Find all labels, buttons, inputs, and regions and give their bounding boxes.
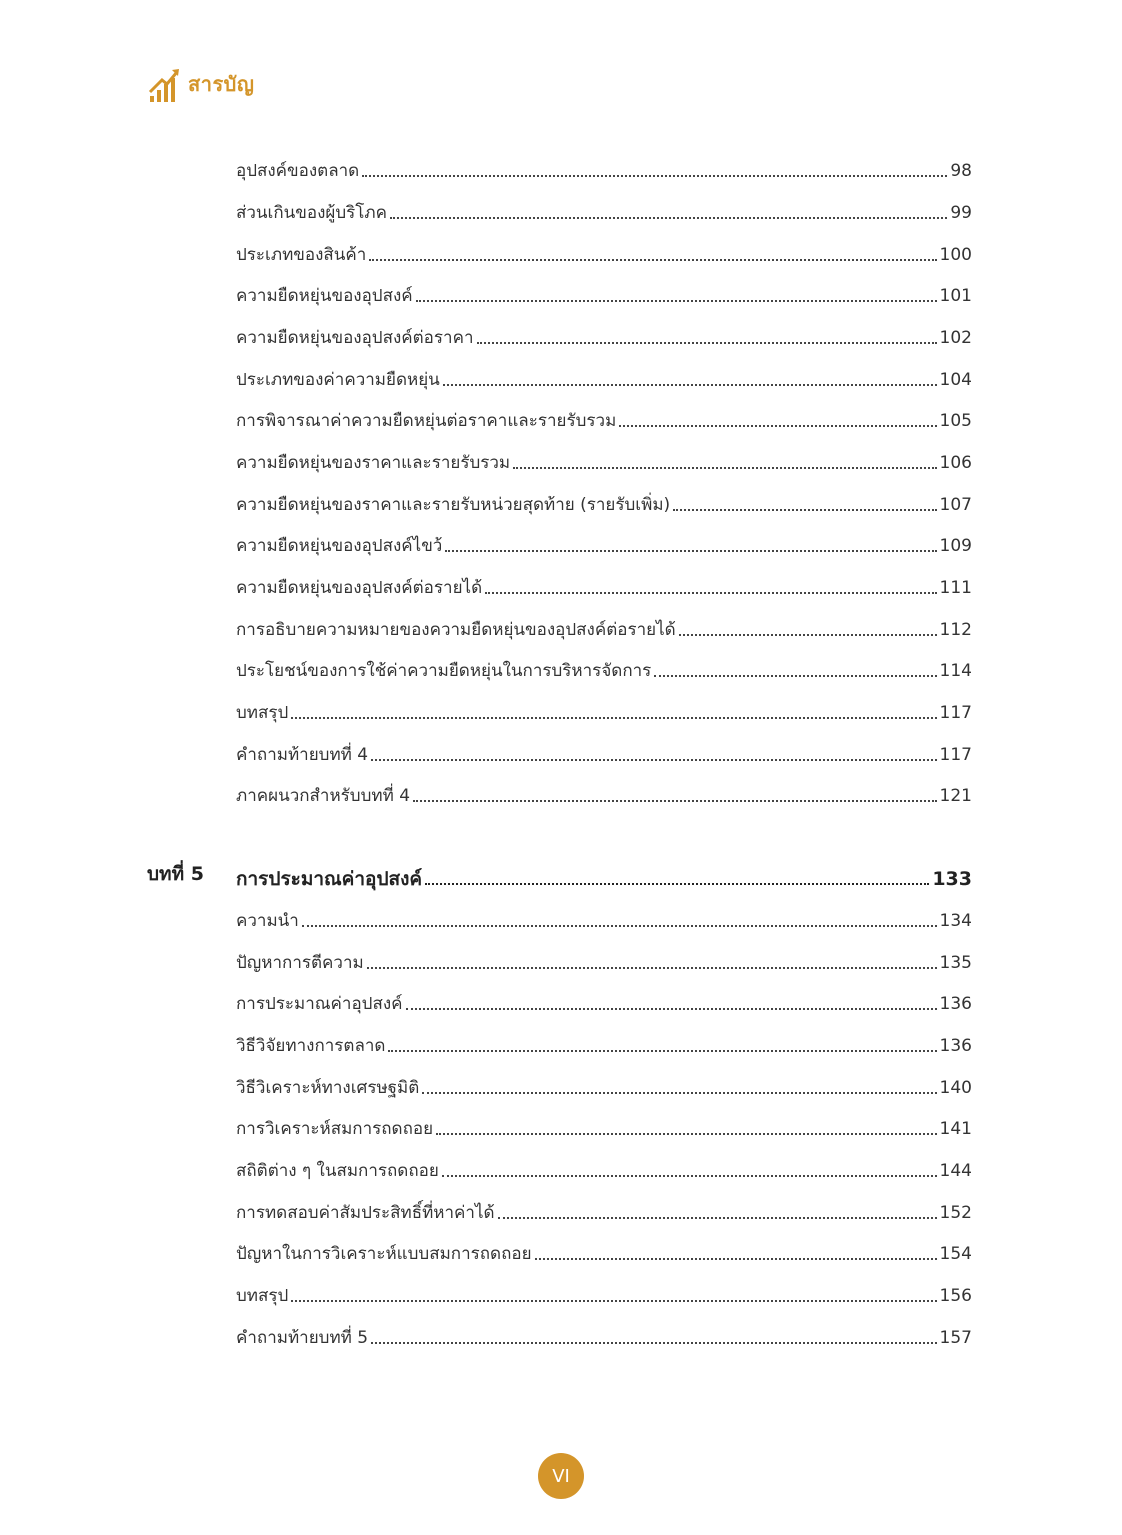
toc-entry-page: 154: [939, 1244, 972, 1264]
toc-entry-title: ประเภทของค่าความยืดหยุ่น: [236, 370, 440, 390]
dot-leader: [413, 799, 937, 802]
toc-entry-title: ความยืดหยุ่นของราคาและรายรับหน่วยสุดท้าย (รายรับเพิ่ม): [236, 495, 671, 515]
toc-entry[interactable]: [236, 981, 972, 1015]
toc-entry-page: 104: [939, 370, 972, 390]
toc-entry-title: ปัญหาการตีความ: [236, 953, 364, 973]
toc-entry-title: ประโยชน์ของการใช้ค่าความยืดหยุ่นในการบริหารจัดการ: [236, 661, 652, 681]
dot-leader: [371, 1341, 936, 1344]
toc-entry-page: 141: [939, 1119, 972, 1139]
toc-entry-title: ปัญหาในการวิเคราะห์แบบสมการถดถอย: [236, 1244, 532, 1264]
page-number-badge: VI: [538, 1453, 584, 1499]
toc-entry-page: 101: [939, 286, 972, 306]
toc-entry-page: 157: [939, 1328, 972, 1348]
dot-leader: [673, 508, 936, 511]
toc-entry-title: ความยืดหยุ่นของอุปสงค์: [236, 286, 413, 306]
dot-leader: [406, 1007, 937, 1010]
chapter-label: บทที่ 5: [147, 863, 204, 885]
toc-entry-title: การทดสอบค่าสัมประสิทธิ์ที่หาค่าได้: [236, 1203, 495, 1223]
toc-entry[interactable]: [236, 482, 972, 516]
toc-entry[interactable]: [236, 565, 972, 599]
toc-entry-page: 112: [939, 620, 972, 640]
toc-entry-title: ความนำ: [236, 911, 299, 931]
toc-entry[interactable]: [236, 1273, 972, 1307]
toc-entry-page: 117: [939, 703, 972, 723]
dot-leader: [369, 258, 936, 261]
toc-entry-page: 107: [939, 495, 972, 515]
toc-entry-page: 99: [950, 203, 972, 223]
toc-entry-title: วิธีวิจัยทางการตลาด: [236, 1036, 386, 1056]
chapter-heading[interactable]: [236, 856, 972, 890]
chapter-title: การประมาณค่าอุปสงค์: [236, 868, 423, 890]
chapter-page: 133: [932, 868, 972, 890]
toc-entry[interactable]: [236, 607, 972, 641]
toc-entry-title: บทสรุป: [236, 1286, 289, 1306]
toc-entry[interactable]: [236, 273, 972, 307]
dot-leader: [443, 383, 937, 386]
toc-entry[interactable]: [236, 315, 972, 349]
dot-leader: [302, 924, 937, 927]
toc-entry[interactable]: [236, 1190, 972, 1224]
toc-entry-title: วิธีวิเคราะห์ทางเศรษฐมิติ: [236, 1078, 420, 1098]
toc-entry-page: 98: [950, 161, 972, 181]
toc-entry-title: การอธิบายความหมายของความยืดหยุ่นของอุปสงค์ต่อรายได้: [236, 620, 676, 640]
dot-leader: [291, 1299, 936, 1302]
dot-leader: [513, 466, 936, 469]
dot-leader: [485, 591, 936, 594]
toc-entry-page: 121: [939, 786, 972, 806]
dot-leader: [367, 966, 937, 969]
toc-entry[interactable]: [236, 1231, 972, 1265]
toc-entry[interactable]: [236, 398, 972, 432]
toc-entry[interactable]: [236, 940, 972, 974]
toc-entry-title: อุปสงค์ของตลาด: [236, 161, 360, 181]
toc-entry[interactable]: [236, 190, 972, 224]
toc-entry-page: 106: [939, 453, 972, 473]
toc-entry-page: 136: [939, 1036, 972, 1056]
toc-entry[interactable]: [236, 1106, 972, 1140]
toc-header: [148, 64, 254, 104]
toc-entry-page: 102: [939, 328, 972, 348]
dot-leader: [654, 674, 936, 677]
dot-leader: [477, 341, 937, 344]
toc-entry-page: 140: [939, 1078, 972, 1098]
toc-entry[interactable]: [236, 1148, 972, 1182]
dot-leader: [436, 1132, 936, 1135]
toc-entry-title: ความยืดหยุ่นของอุปสงค์ต่อราคา: [236, 328, 474, 348]
toc-entry-title: ภาคผนวกสำหรับบทที่ 4: [236, 786, 411, 806]
toc-entry-title: บทสรุป: [236, 703, 289, 723]
dot-leader: [425, 882, 929, 885]
toc-entry-title: สถิติต่าง ๆ ในสมการถดถอย: [236, 1161, 439, 1181]
toc-entry-title: การพิจารณาค่าความยืดหยุ่นต่อราคาและรายรับรวม: [236, 411, 617, 431]
toc-entry-page: 111: [939, 578, 972, 598]
toc-entry[interactable]: [236, 1065, 972, 1099]
toc-entry[interactable]: [236, 648, 972, 682]
toc-entry[interactable]: [236, 148, 972, 182]
toc-entry-page: 114: [939, 661, 972, 681]
toc-entry-page: 117: [939, 745, 972, 765]
toc-entry-title: คำถามท้ายบทที่ 5: [236, 1328, 369, 1348]
toc-entry-title: คำถามท้ายบทที่ 4: [236, 745, 369, 765]
dot-leader: [619, 424, 936, 427]
toc-entry-title: ความยืดหยุ่นของอุปสงค์ต่อรายได้: [236, 578, 483, 598]
toc-entry[interactable]: [236, 1023, 972, 1057]
toc-entry-page: 105: [939, 411, 972, 431]
toc-entry-title: การประมาณค่าอุปสงค์: [236, 994, 403, 1014]
dot-leader: [442, 1174, 937, 1177]
growth-chart-icon: [148, 64, 182, 104]
toc-entry-title: ประเภทของสินค้า: [236, 245, 367, 265]
toc-entry-title: ความยืดหยุ่นของราคาและรายรับรวม: [236, 453, 511, 473]
toc-entry[interactable]: [236, 357, 972, 391]
toc-entry[interactable]: [236, 732, 972, 766]
toc-entry-page: 152: [939, 1203, 972, 1223]
toc-entry[interactable]: [236, 232, 972, 266]
toc-entry-page: 109: [939, 536, 972, 556]
toc-entry[interactable]: [236, 690, 972, 724]
toc-entry-page: 134: [939, 911, 972, 931]
toc-entry[interactable]: [236, 773, 972, 807]
dot-leader: [362, 174, 947, 177]
toc-entry-title: ส่วนเกินของผู้บริโภค: [236, 203, 387, 223]
dot-leader: [388, 1049, 936, 1052]
dot-leader: [416, 299, 937, 302]
toc-entry-title: ความยืดหยุ่นของอุปสงค์ไขว้: [236, 536, 443, 556]
dot-leader: [498, 1216, 937, 1219]
dot-leader: [535, 1257, 937, 1260]
page-title: สารบัญ: [188, 72, 255, 96]
dot-leader: [679, 633, 937, 636]
toc-entry[interactable]: [236, 440, 972, 474]
toc-entry[interactable]: [236, 898, 972, 932]
dot-leader: [445, 549, 936, 552]
toc-entry-title: การวิเคราะห์สมการถดถอย: [236, 1119, 434, 1139]
toc-entry-page: 156: [939, 1286, 972, 1306]
toc-entry[interactable]: [236, 1315, 972, 1349]
toc-entry-page: 136: [939, 994, 972, 1014]
dot-leader: [422, 1091, 936, 1094]
toc-entry-page: 135: [939, 953, 972, 973]
toc-entry[interactable]: [236, 523, 972, 557]
dot-leader: [291, 716, 936, 719]
toc-entry-page: 144: [939, 1161, 972, 1181]
dot-leader: [390, 216, 947, 219]
toc-entry-page: 100: [939, 245, 972, 265]
dot-leader: [371, 758, 936, 761]
